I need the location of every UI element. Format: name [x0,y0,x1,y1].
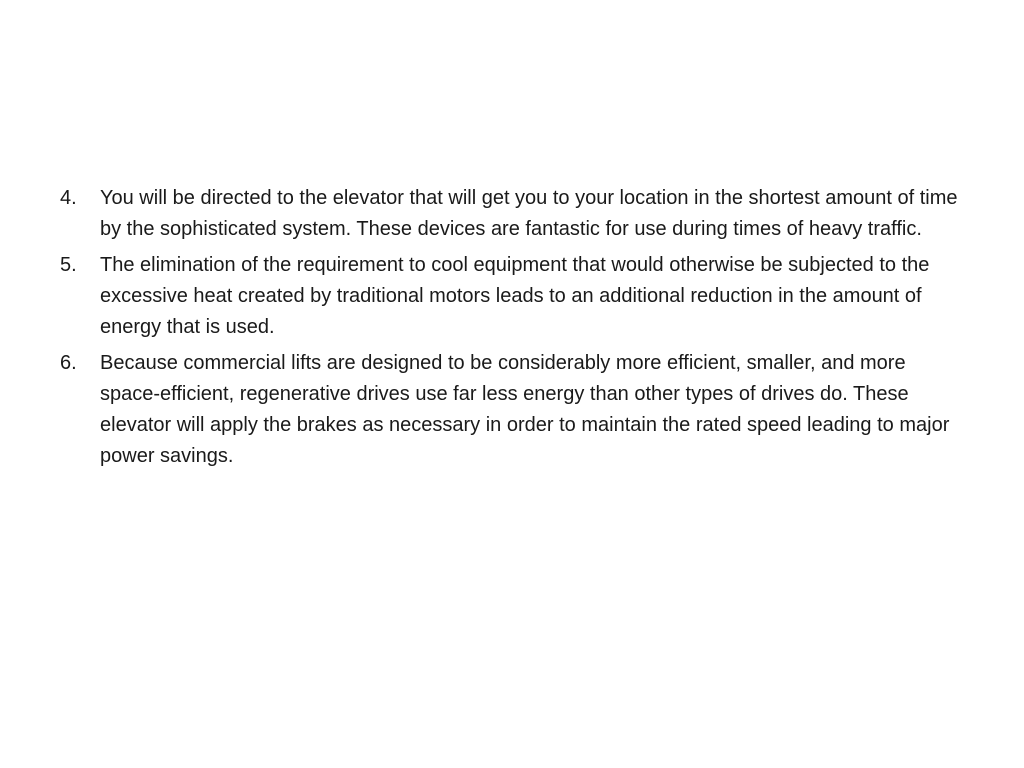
list-item [60,348,970,472]
list-item-text: Because commercial lifts are designed to be considerably more efficient, smaller, and more space-efficient, regenerative drives use far less energy than other types of drives do. These elevator will apply the brakes as necessary in order to maintain the rated speed leading to major power savings. [100,352,950,467]
list-item [60,250,970,343]
list-item [60,183,970,245]
list-item-text: You will be directed to the elevator that will get you to your location in the shortest amount of time by the sophisticated system. These devices are fantastic for use during times of heavy traffic. [100,187,958,240]
list-item-text: The elimination of the requirement to cool equipment that would otherwise be subjected to the excessive heat created by traditional motors leads to an additional reduction in the amount of energy that is used. [100,254,930,338]
list-item-number: 6. [60,352,77,374]
list-item-number: 4. [60,187,77,209]
numbered-list [60,183,970,477]
list-item-number: 5. [60,254,77,276]
